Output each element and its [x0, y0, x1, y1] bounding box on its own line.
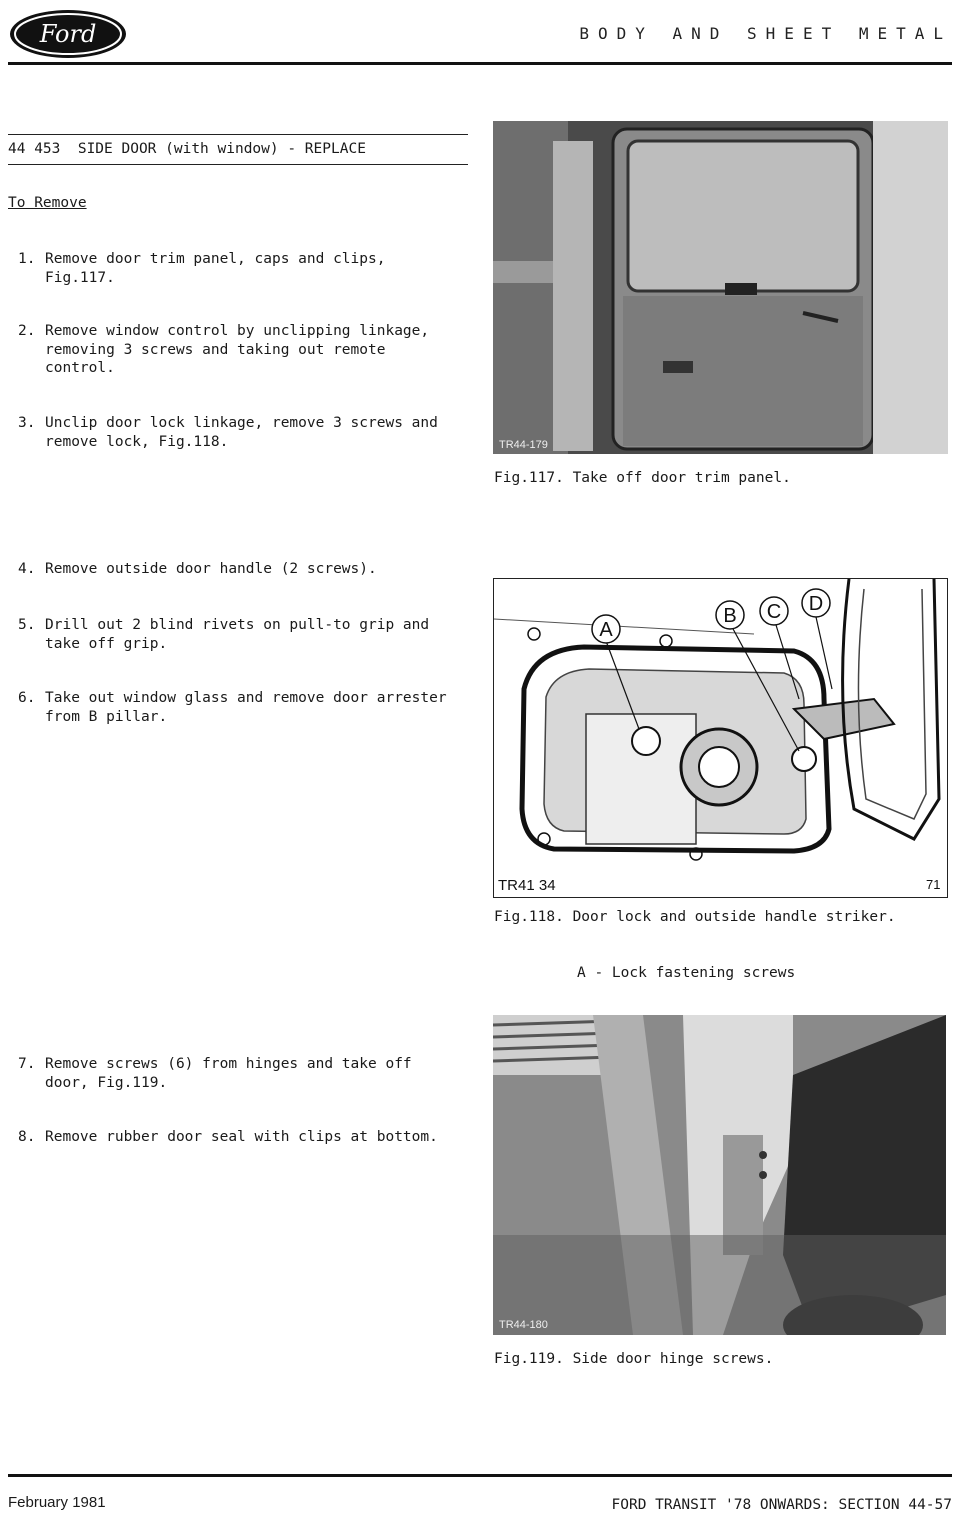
fig119-photo [493, 1015, 946, 1335]
footer-date: February 1981 [8, 1494, 106, 1511]
step-4 [18, 560, 478, 616]
step-text: Remove window control by unclipping linkage, removing 3 screws and taking out remote control. [45, 323, 430, 376]
fig119-tag: TR44-180 [499, 1319, 548, 1331]
step-1 [18, 250, 478, 306]
header-section-title: BODY AND SHEET METAL [579, 24, 952, 43]
fig118-caption: Fig.118. Door lock and outside handle striker. [494, 909, 896, 925]
step-text: Take out window glass and remove door arrester from B pillar. [45, 690, 447, 725]
step-text: Unclip door lock linkage, remove 3 screws and remove lock, Fig.118. [45, 415, 438, 450]
title-bottom-rule [8, 164, 468, 165]
fig118-diagram [493, 578, 948, 898]
step-8 [18, 1128, 478, 1184]
fig117-tag: TR44-179 [499, 439, 548, 451]
fig118-corner-mark: 71 [926, 877, 941, 892]
footer-rule [8, 1474, 952, 1477]
step-number: 8. [18, 1129, 36, 1145]
fig118-label-b: B [723, 605, 737, 627]
step-5 [18, 616, 478, 672]
step-6 [18, 689, 478, 745]
step-2 [18, 322, 478, 378]
step-number: 1. [18, 251, 36, 267]
step-text: Remove screws (6) from hinges and take off door, Fig.119. [45, 1056, 412, 1091]
fig117-photo [493, 121, 948, 454]
step-3 [18, 414, 478, 470]
ford-logo-text: Ford [39, 20, 97, 48]
title-top-rule [8, 134, 468, 135]
step-text: Drill out 2 blind rivets on pull-to grip and take off grip. [45, 617, 430, 652]
fig118-tag: TR41 34 [498, 877, 556, 894]
procedure-title: 44 453 SIDE DOOR (with window) - REPLACE [8, 141, 366, 157]
step-number: 2. [18, 323, 36, 339]
fig117-caption: Fig.117. Take off door trim panel. [494, 470, 791, 486]
step-number: 3. [18, 415, 36, 431]
fig119-caption: Fig.119. Side door hinge screws. [494, 1351, 774, 1367]
step-number: 4. [18, 561, 36, 577]
step-number: 5. [18, 617, 36, 633]
fig118-legend-item: A - Lock fastening screws [577, 965, 796, 981]
procedure-subheading: To Remove [8, 195, 87, 211]
step-7 [18, 1055, 478, 1111]
footer-publication: FORD TRANSIT '78 ONWARDS: SECTION 44-57 [611, 1497, 952, 1513]
step-text: Remove outside door handle (2 screws). [45, 561, 377, 577]
step-number: 7. [18, 1056, 36, 1072]
header-rule [8, 62, 952, 65]
fig118-label-d: D [808, 593, 824, 615]
step-text: Remove door trim panel, caps and clips, Fig.117. [45, 251, 386, 286]
step-text: Remove rubber door seal with clips at bottom. [45, 1129, 438, 1145]
ford-logo [8, 8, 128, 60]
step-number: 6. [18, 690, 36, 706]
fig118-label-a: A [599, 619, 613, 641]
fig118-label-c: C [766, 601, 782, 623]
